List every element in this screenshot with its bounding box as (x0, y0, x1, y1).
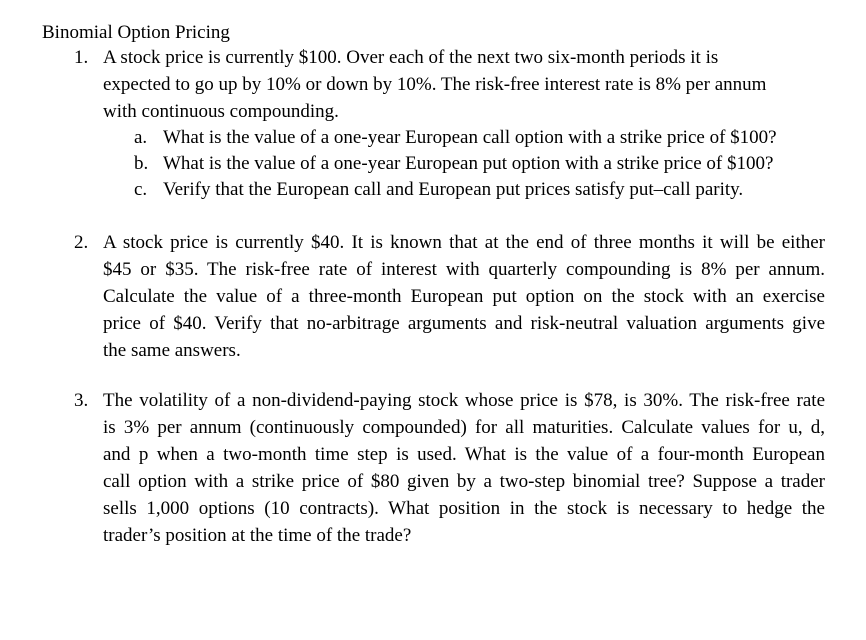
problem-number: 2. (74, 232, 89, 253)
subpart-text: What is the value of a one-year European put option with a strike price of $100? (163, 153, 774, 174)
problem-line: is 3% per annum (continuously compounded) for all maturities. Calculate values for u, d, (103, 417, 825, 438)
subpart-text: What is the value of a one-year European call option with a strike price of $100? (163, 127, 777, 148)
problem-line: Calculate the value of a three-month European put option on the stock with an exercise (103, 286, 825, 307)
problem-line: call option with a strike price of $80 given by a two-step binomial tree? Suppose a trader (103, 471, 825, 492)
problem-line: the same answers. (103, 340, 241, 361)
problem-number: 1. (74, 47, 89, 68)
problem-line: with continuous compounding. (103, 101, 339, 122)
subpart-letter: a. (134, 127, 148, 148)
problem-number: 3. (74, 390, 89, 411)
problem-line: A stock price is currently $100. Over each of the next two six-month periods it is (103, 47, 719, 68)
subpart-letter: b. (134, 153, 149, 174)
problem-text (103, 229, 825, 364)
problem-line: expected to go up by 10% or down by 10%. The risk-free interest rate is 8% per annum (103, 74, 767, 95)
subpart-text: Verify that the European call and European put prices satisfy put–call parity. (163, 179, 744, 200)
problem-line: price of $40. Verify that no-arbitrage arguments and risk-neutral valuation arguments give (103, 313, 825, 334)
problem-text (103, 44, 825, 125)
problem-line: trader’s position at the time of the trade? (103, 525, 412, 546)
problem-line: A stock price is currently $40. It is known that at the end of three months it will be either (103, 232, 825, 253)
document-title: Binomial Option Pricing (42, 22, 230, 43)
problem-line: The volatility of a non-dividend-paying stock whose price is $78, is 30%. The risk-free rate (103, 390, 825, 411)
problem-line: sells 1,000 options (10 contracts). What position in the stock is necessary to hedge the (103, 498, 825, 519)
problem-text (103, 387, 825, 549)
problem-line: and p when a two-month time step is used. What is the value of a four-month European (103, 444, 825, 465)
problem-line: $45 or $35. The risk-free rate of interest with quarterly compounding is 8% per annum. (103, 259, 825, 280)
subpart-letter: c. (134, 179, 148, 200)
